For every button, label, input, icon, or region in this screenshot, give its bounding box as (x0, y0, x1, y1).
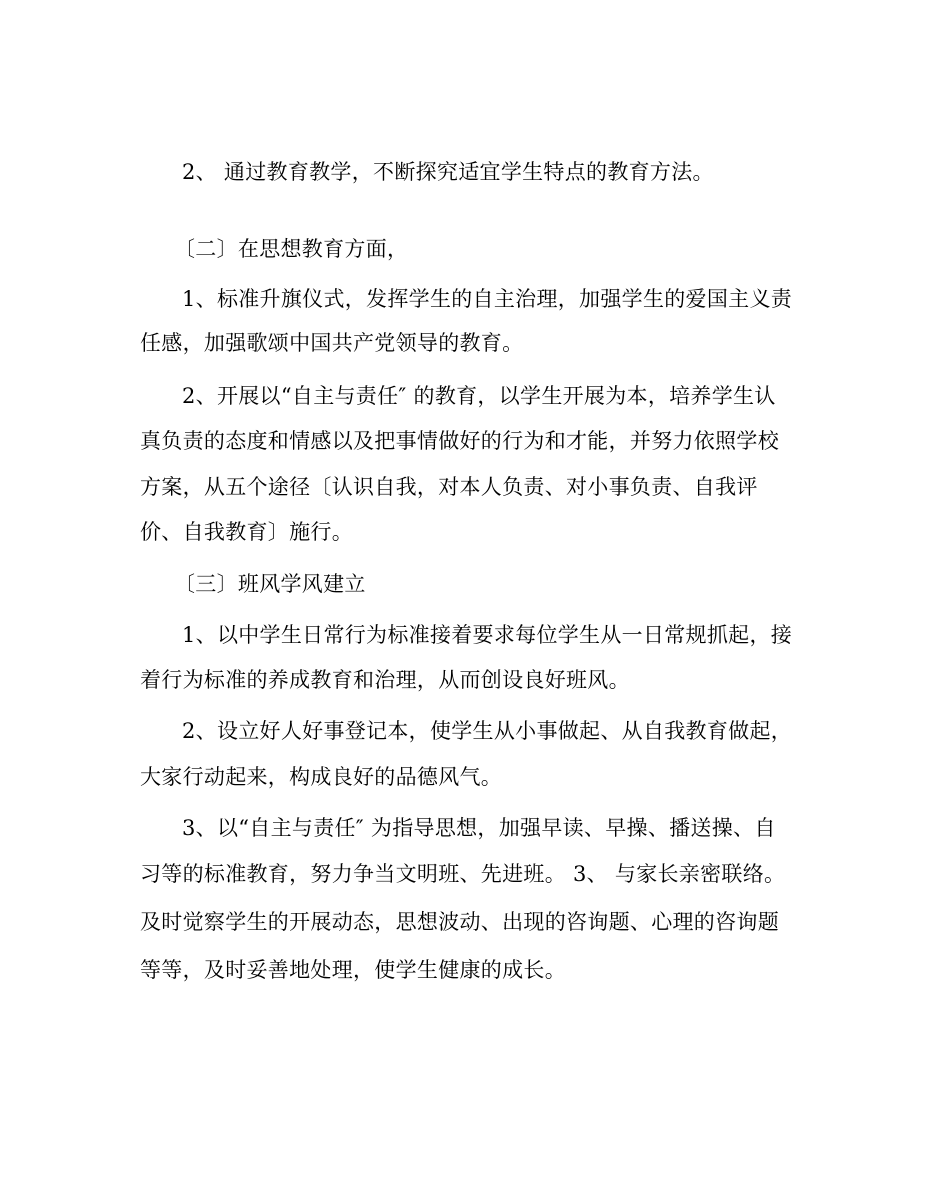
text-line: 2、开展以“自主与责任″ 的教育，以学生开展为本，培养学生认 (182, 384, 776, 408)
text-line: 2、 通过教育教学，不断探究适宜学生特点的教育方法。 (182, 160, 714, 184)
text-line: 真负责的态度和情感以及把事情做好的行为和才能，并努力依照学校 (140, 429, 779, 453)
text-line: 及时觉察学生的开展动态，思想波动、出现的咨询题、心理的咨询题 (140, 910, 779, 934)
section-heading: 〔二〕在思想教育方面， (174, 237, 409, 261)
text-line: 价、自我教育〕施行。 (140, 520, 353, 544)
text-line: 任感，加强歌颂中国共产党领导的教育。 (140, 331, 524, 355)
text-line: 3、以“自主与责任″ 为指导思想，加强早读、早操、播送操、自 (182, 816, 776, 840)
section-heading: 〔三〕班风学风建立 (174, 572, 366, 596)
text-line: 等等，及时妥善地处理，使学生健康的成长。 (140, 958, 566, 982)
text-line: 着行为标准的养成教育和治理，从而创设良好班风。 (140, 668, 630, 692)
text-line: 习等的标准教育，努力争当文明班、先进班。 3、 与家长亲密联络。 (140, 862, 786, 886)
text-line: 1、标准升旗仪式，发挥学生的自主治理，加强学生的爱国主义责 (182, 287, 793, 311)
text-line: 方案，从五个途径〔认识自我，对本人负责、对小事负责、自我评 (140, 475, 758, 499)
text-line: 2、设立好人好事登记本，使学生从小事做起、从自我教育做起， (182, 719, 793, 743)
text-line: 1、以中学生日常行为标准接着要求每位学生从一日常规抓起，接 (182, 623, 793, 647)
text-line: 大家行动起来，构成良好的品德风气。 (140, 765, 503, 789)
